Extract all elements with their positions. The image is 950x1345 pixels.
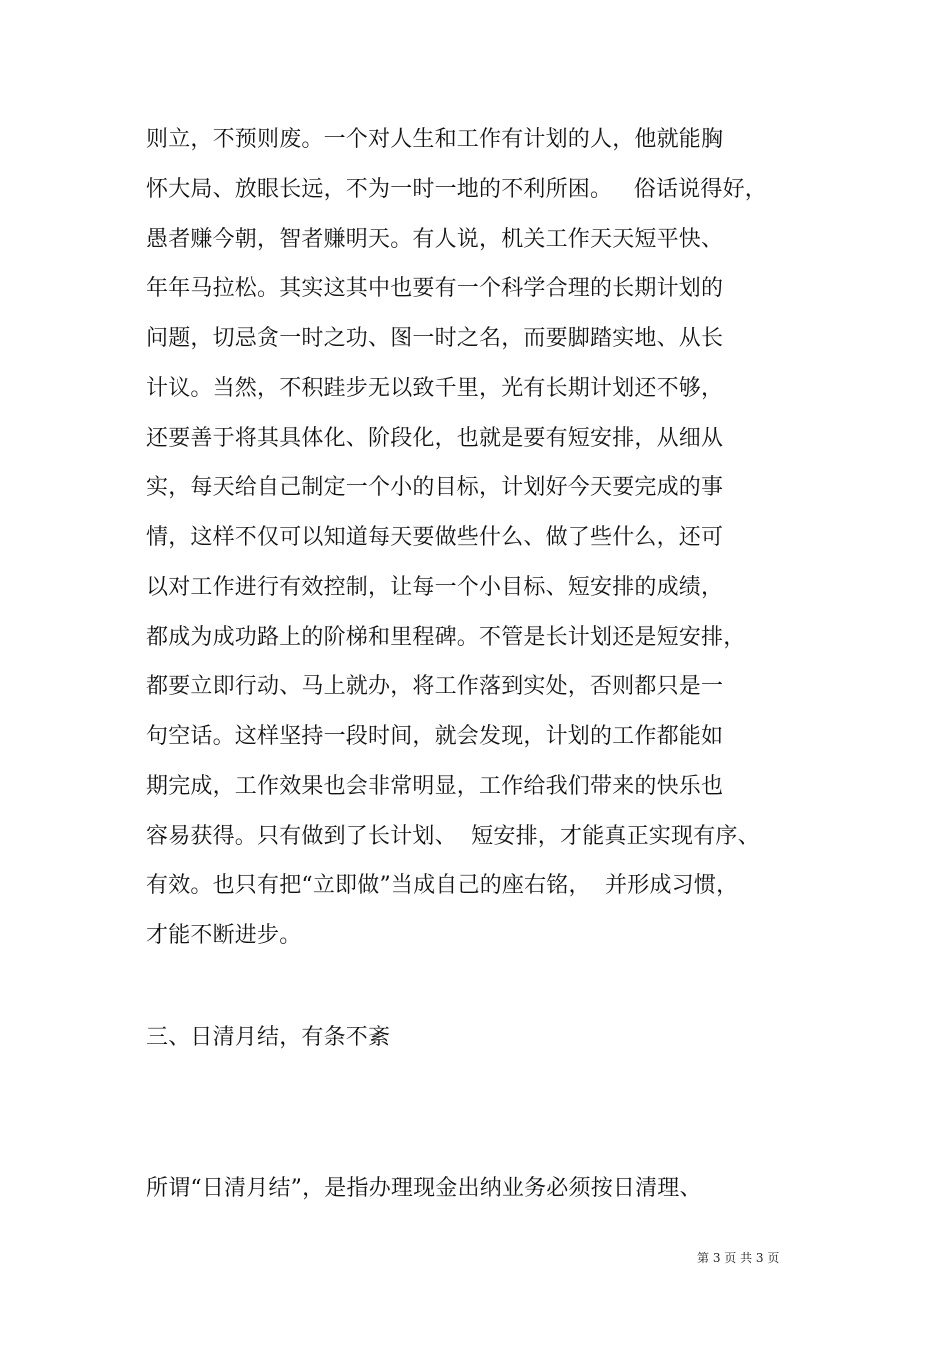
paragraph-line: 还要善于将其具体化、阶段化，也就是要有短安排，从细从 (146, 426, 724, 451)
paragraph-line: 则立，不预则废。一个对人生和工作有计划的人，他就能胸 (146, 127, 724, 152)
page-number-footer: 第 3 页 共 3 页 (697, 1251, 780, 1265)
paragraph-line: 情，这样不仅可以知道每天要做些什么、做了些什么，还可 (146, 525, 724, 550)
paragraph-line: 计议。当然，不积跬步无以致千里，光有长期计划还不够， (146, 376, 724, 401)
paragraph-line: 怀大局、放眼长远，不为一时一地的不利所困。 俗话说得好， (146, 177, 767, 202)
paragraph-line: 愚者赚今朝，智者赚明天。有人说，机关工作天天短平快、 (146, 227, 724, 252)
paragraph-line: 期完成，工作效果也会非常明显，工作给我们带来的快乐也 (146, 774, 724, 799)
paragraph-line: 有效。也只有把“立即做”当成自己的座右铭， 并形成习惯， (146, 873, 739, 898)
paragraph-line: 以对工作进行有效控制，让每一个小目标、短安排的成绩， (146, 575, 724, 600)
paragraph-line: 所谓“日清月结”，是指办理现金出纳业务必须按日清理、 (146, 1176, 702, 1201)
paragraph-line: 问题，切忌贪一时之功、图一时之名，而要脚踏实地、从长 (146, 326, 724, 351)
section-heading: 三、日清月结，有条不紊 (146, 1025, 391, 1050)
paragraph-line: 实，每天给自己制定一个小的目标，计划好今天要完成的事 (146, 475, 724, 500)
paragraph-line: 年年马拉松。其实这其中也要有一个科学合理的长期计划的 (146, 276, 724, 301)
paragraph-line: 容易获得。只有做到了长计划、 短安排，才能真正实现有序、 (146, 824, 760, 849)
paragraph-line: 都成为成功路上的阶梯和里程碑。不管是长计划还是短安排， (146, 625, 746, 650)
paragraph-line: 都要立即行动、马上就办，将工作落到实处，否则都只是一 (146, 674, 724, 699)
paragraph-line: 句空话。这样坚持一段时间，就会发现，计划的工作都能如 (146, 724, 724, 749)
paragraph-line: 才能不断进步。 (146, 923, 302, 948)
